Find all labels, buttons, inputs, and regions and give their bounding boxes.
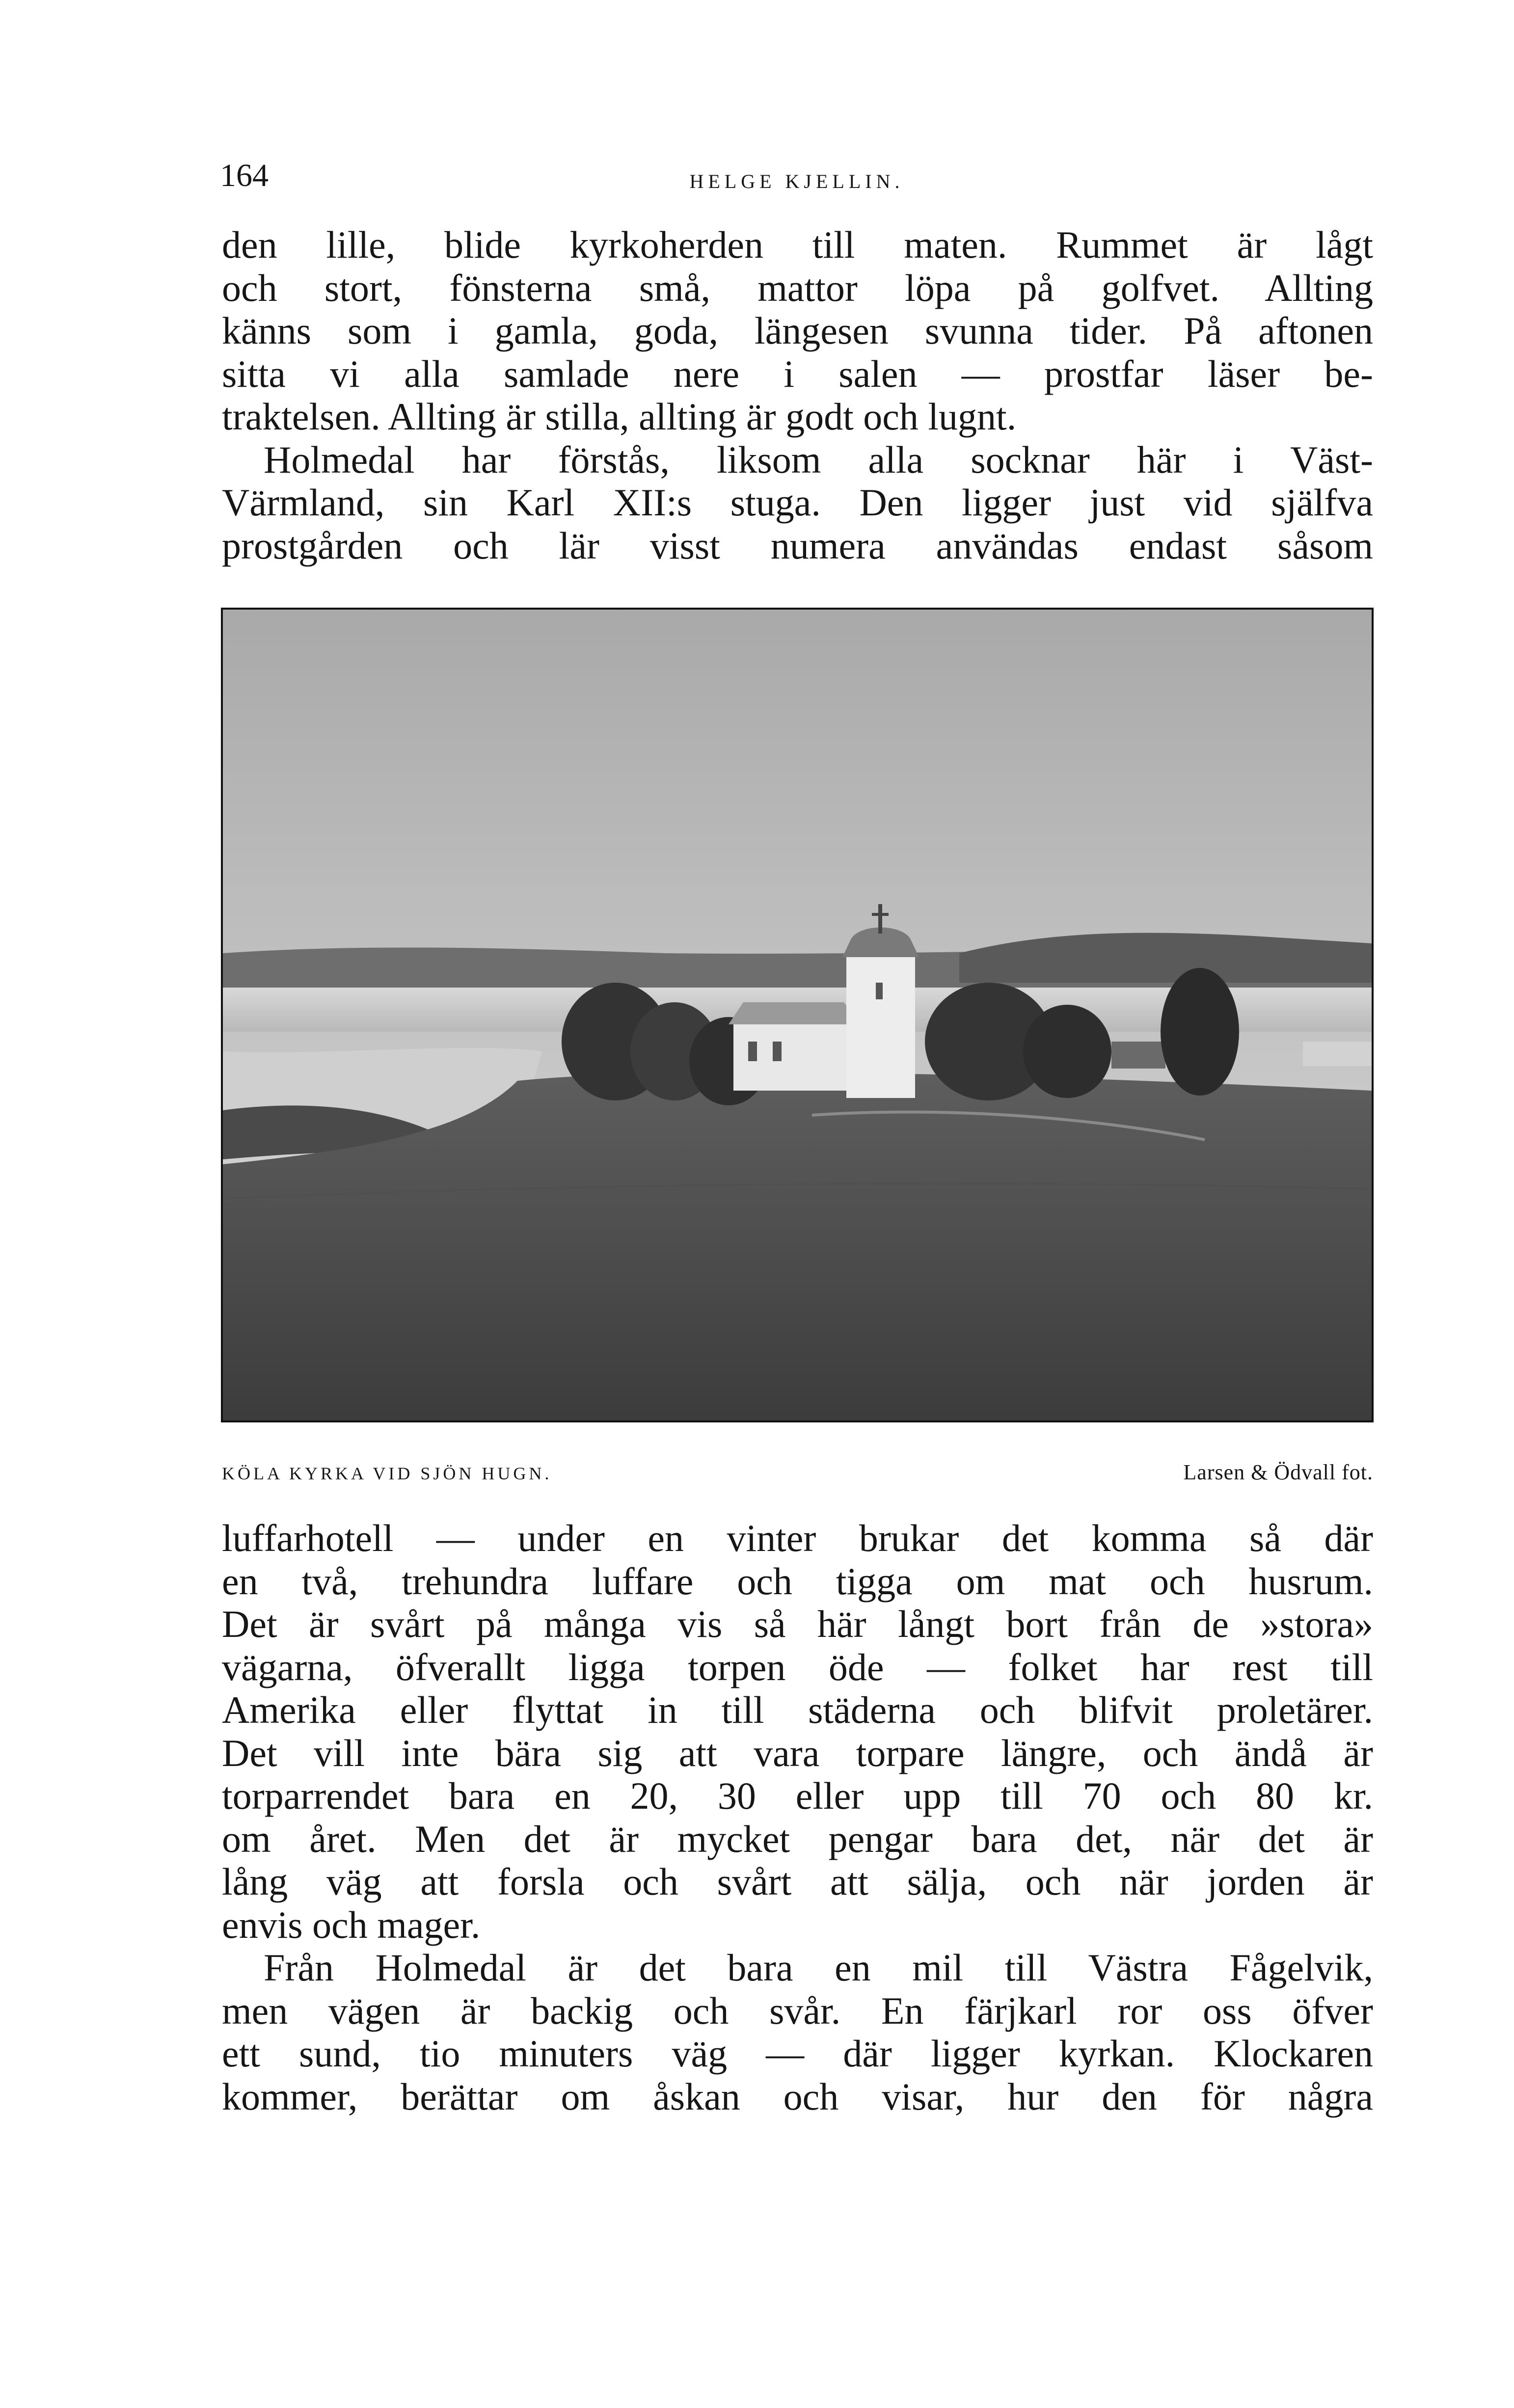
page-number: 164 (220, 158, 269, 193)
text-line: Amerika eller flyttat in till städerna och blifvit proletärer. (222, 1688, 1373, 1731)
text-line: Holmedal har förstås, liksom alla socknar här i Väst- (264, 438, 1373, 481)
photo-illustration (223, 610, 1372, 1420)
text-line: Det är svårt på många vis så här långt bort från de »stora» (222, 1603, 1373, 1645)
body-text-bottom (222, 1517, 1373, 2118)
text-line: om året. Men det är mycket pengar bara det, när det är (222, 1817, 1373, 1860)
photo-credit: Larsen & Ödvall fot. (1183, 1460, 1373, 1484)
text-line: en två, trehundra luffare och tigga om mat och husrum. (222, 1559, 1373, 1603)
text-line: den lille, blide kyrkoherden till maten. Rummet är lågt (222, 223, 1373, 266)
church-photograph (221, 608, 1374, 1422)
text-line: sitta vi alla samlade nere i salen — prostfar läser be- (222, 352, 1373, 395)
page-header (220, 156, 1374, 205)
text-line: prostgården och lär visst numera användas endast såsom (222, 524, 1373, 567)
side-water (1303, 1042, 1372, 1066)
text-line: Värmland, sin Karl XII:s stuga. Den ligger just vid själfva (222, 481, 1373, 524)
text-line: kommer, berättar om åskan och visar, hur den för några (222, 2075, 1373, 2118)
text-line: torparrendet bara en 20, 30 eller upp till 70 och 80 kr. (222, 1774, 1373, 1817)
text-line: men vägen är backig och svår. En färjkarl ror oss öfver (222, 1989, 1373, 2032)
text-line: vägarna, öfverallt ligga torpen öde — folket har rest till (222, 1645, 1373, 1688)
text-line: traktelsen. Allting är stilla, allting är godt och lugnt. (222, 395, 1017, 438)
text-line: Det vill inte bära sig att vara torpare längre, och ändå är (222, 1731, 1373, 1774)
text-line: känns som i gamla, goda, längesen svunna tider. På aftonen (222, 309, 1373, 352)
running-head: HELGE KJELLIN. (689, 170, 904, 192)
text-line: luffarhotell — under en vinter brukar det komma så där (222, 1517, 1373, 1559)
church-nave (729, 1002, 861, 1091)
caption-title: KÖLA KYRKA VID SJÖN HUGN. (222, 1464, 552, 1483)
text-line: lång väg att forsla och svårt att sälja, och när jorden är (222, 1860, 1373, 1903)
text-line: Från Holmedal är det bara en mil till Västra Fågelvik, (264, 1946, 1373, 1989)
text-line: ett sund, tio minuters väg — där ligger kyrkan. Klockaren (222, 2032, 1373, 2075)
photo-caption (222, 1459, 1373, 1493)
text-line: envis och mager. (222, 1903, 481, 1946)
text-line: och stort, fönsterna små, mattor löpa på golfvet. Allting (222, 266, 1373, 309)
body-text-top (222, 223, 1373, 567)
